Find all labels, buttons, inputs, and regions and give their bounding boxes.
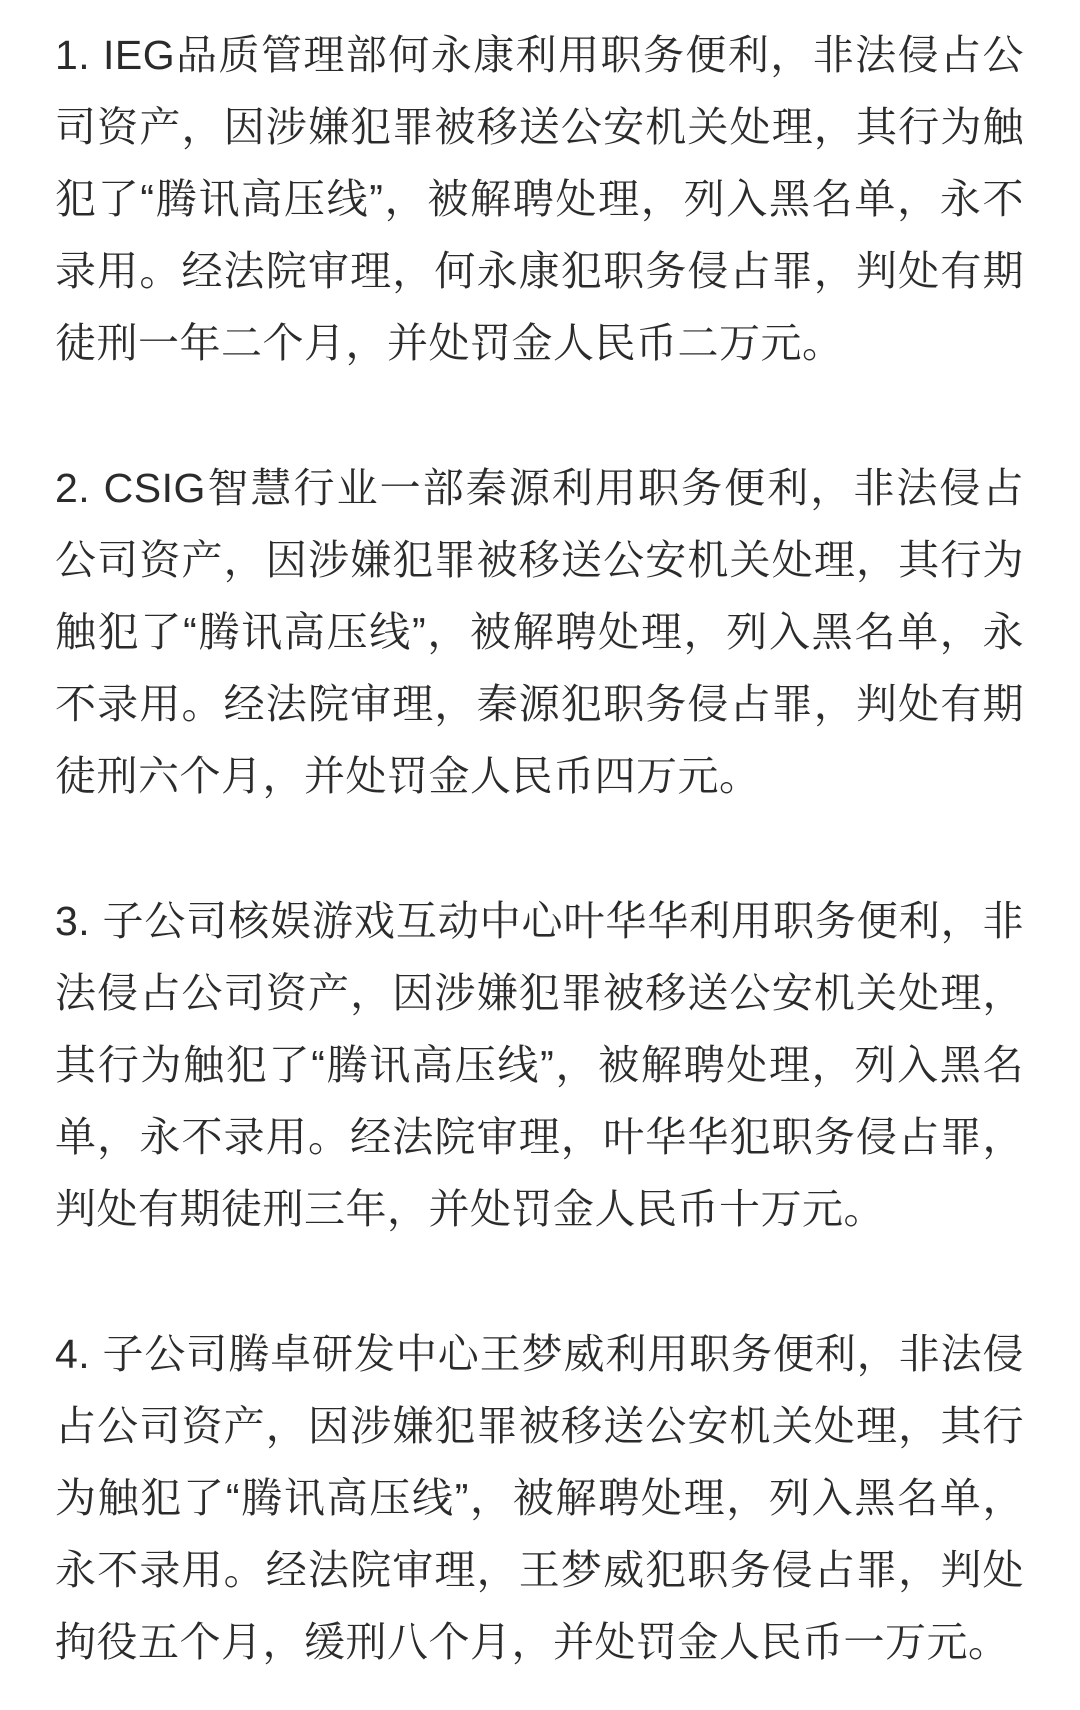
case-paragraph-2: 2. CSIG智慧行业一部秦源利用职务便利，非法侵占公司资产，因涉嫌犯罪被移送公安机关处理，其行为触犯了“腾讯高压线”，被解聘处理，列入黑名单，永不录用。经法院审理，秦源犯职务侵占罪，判处有期徒刑六个月，并处罚金人民币四万元。 xyxy=(55,465,1024,799)
case-paragraph-4: 4. 子公司腾卓研发中心王梦威利用职务便利，非法侵占公司资产，因涉嫌犯罪被移送公安机关处理，其行为触犯了“腾讯高压线”，被解聘处理，列入黑名单，永不录用。经法院审理，王梦威犯职务侵占罪，判处拘役五个月，缓刑八个月，并处罚金人民币一万元。 xyxy=(55,1331,1024,1665)
case-paragraph-3: 3. 子公司核娱游戏互动中心叶华华利用职务便利，非法侵占公司资产，因涉嫌犯罪被移送公安机关处理，其行为触犯了“腾讯高压线”，被解聘处理，列入黑名单，永不录用。经法院审理，叶华华犯职务侵占罪，判处有期徒刑三年，并处罚金人民币十万元。 xyxy=(55,898,1024,1232)
case-paragraph-1: 1. IEG品质管理部何永康利用职务便利，非法侵占公司资产，因涉嫌犯罪被移送公安机关处理，其行为触犯了“腾讯高压线”，被解聘处理，列入黑名单，永不录用。经法院审理，何永康犯职务侵占罪，判处有期徒刑一年二个月，并处罚金人民币二万元。 xyxy=(55,32,1024,366)
